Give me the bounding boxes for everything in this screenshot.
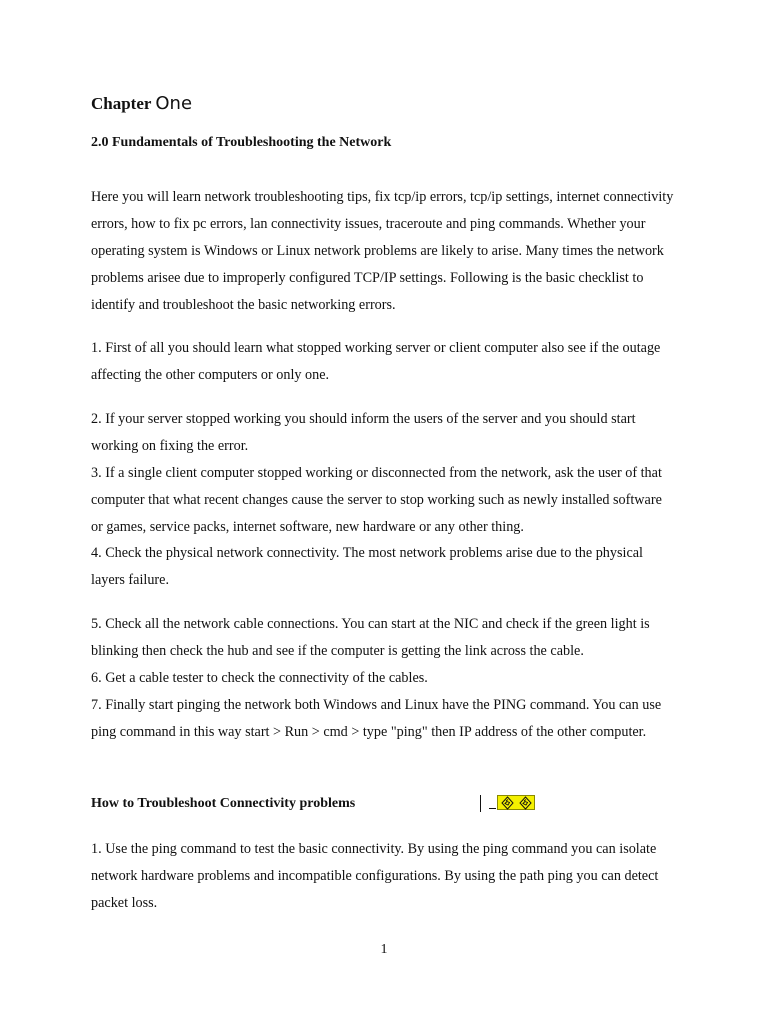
checklist-item-4: 4. Check the physical network connectivity. The most network problems arise due to the physical layers failure. (91, 545, 643, 588)
chapter-number-word: One (155, 93, 193, 114)
checklist-item-6: 6. Get a cable tester to check the connectivity of the cables. (91, 670, 428, 686)
checklist-item-3: 3. If a single client computer stopped working or disconnected from the network, ask the user of that computer that what recent changes cause the server to stop working such as newly installed software or games, service packs, internet software, new hardware or any other thing. (91, 465, 662, 535)
underscore-mark (489, 808, 496, 809)
diamond-hand-icon (499, 796, 516, 810)
diamond-hand-icon-2 (517, 796, 534, 810)
howto-heading-row (91, 794, 551, 814)
checklist-item-1: 1. First of all you should learn what stopped working server or client computer also see if the outage affecting the other computers or only one. (91, 340, 661, 383)
intro-paragraph: Here you will learn network troubleshooting tips, fix tcp/ip errors, tcp/ip settings, internet connectivity errors, how to fix pc errors, lan connectivity issues, traceroute and ping commands. Whether your operating system is Windows or Linux network problems are likely to arise. Many times the network problems arisee due to improperly configured TCP/IP settings. Following is the basic checklist to identify and troubleshoot the basic networking errors. (91, 189, 674, 313)
checklist-item-5: 5. Check all the network cable connections. You can start at the NIC and check if the green light is blinking then check the hub and see if the computer is getting the link across the cable. (91, 616, 650, 659)
chapter-heading (91, 92, 192, 116)
page-number: 1 (380, 942, 388, 957)
chapter-word: Chapter (91, 94, 152, 113)
checklist-item-2: 2. If your server stopped working you should inform the users of the server and you should start working on fixing the error. (91, 411, 636, 454)
highlighted-symbols (497, 795, 535, 810)
text-cursor-mark (480, 795, 481, 812)
ping-paragraph: 1. Use the ping command to test the basic connectivity. By using the ping command you can isolate network hardware problems and incompatible configurations. By using the path ping you can detect packet loss. (91, 841, 659, 911)
checklist-item-7: 7. Finally start pinging the network both Windows and Linux have the PING command. You can use ping command in this way start > Run > cmd > type "ping" then IP address of the other computer. (91, 697, 662, 740)
howto-heading: How to Troubleshoot Connectivity problems (91, 796, 356, 811)
section-title: 2.0 Fundamentals of Troubleshooting the Network (91, 135, 392, 150)
